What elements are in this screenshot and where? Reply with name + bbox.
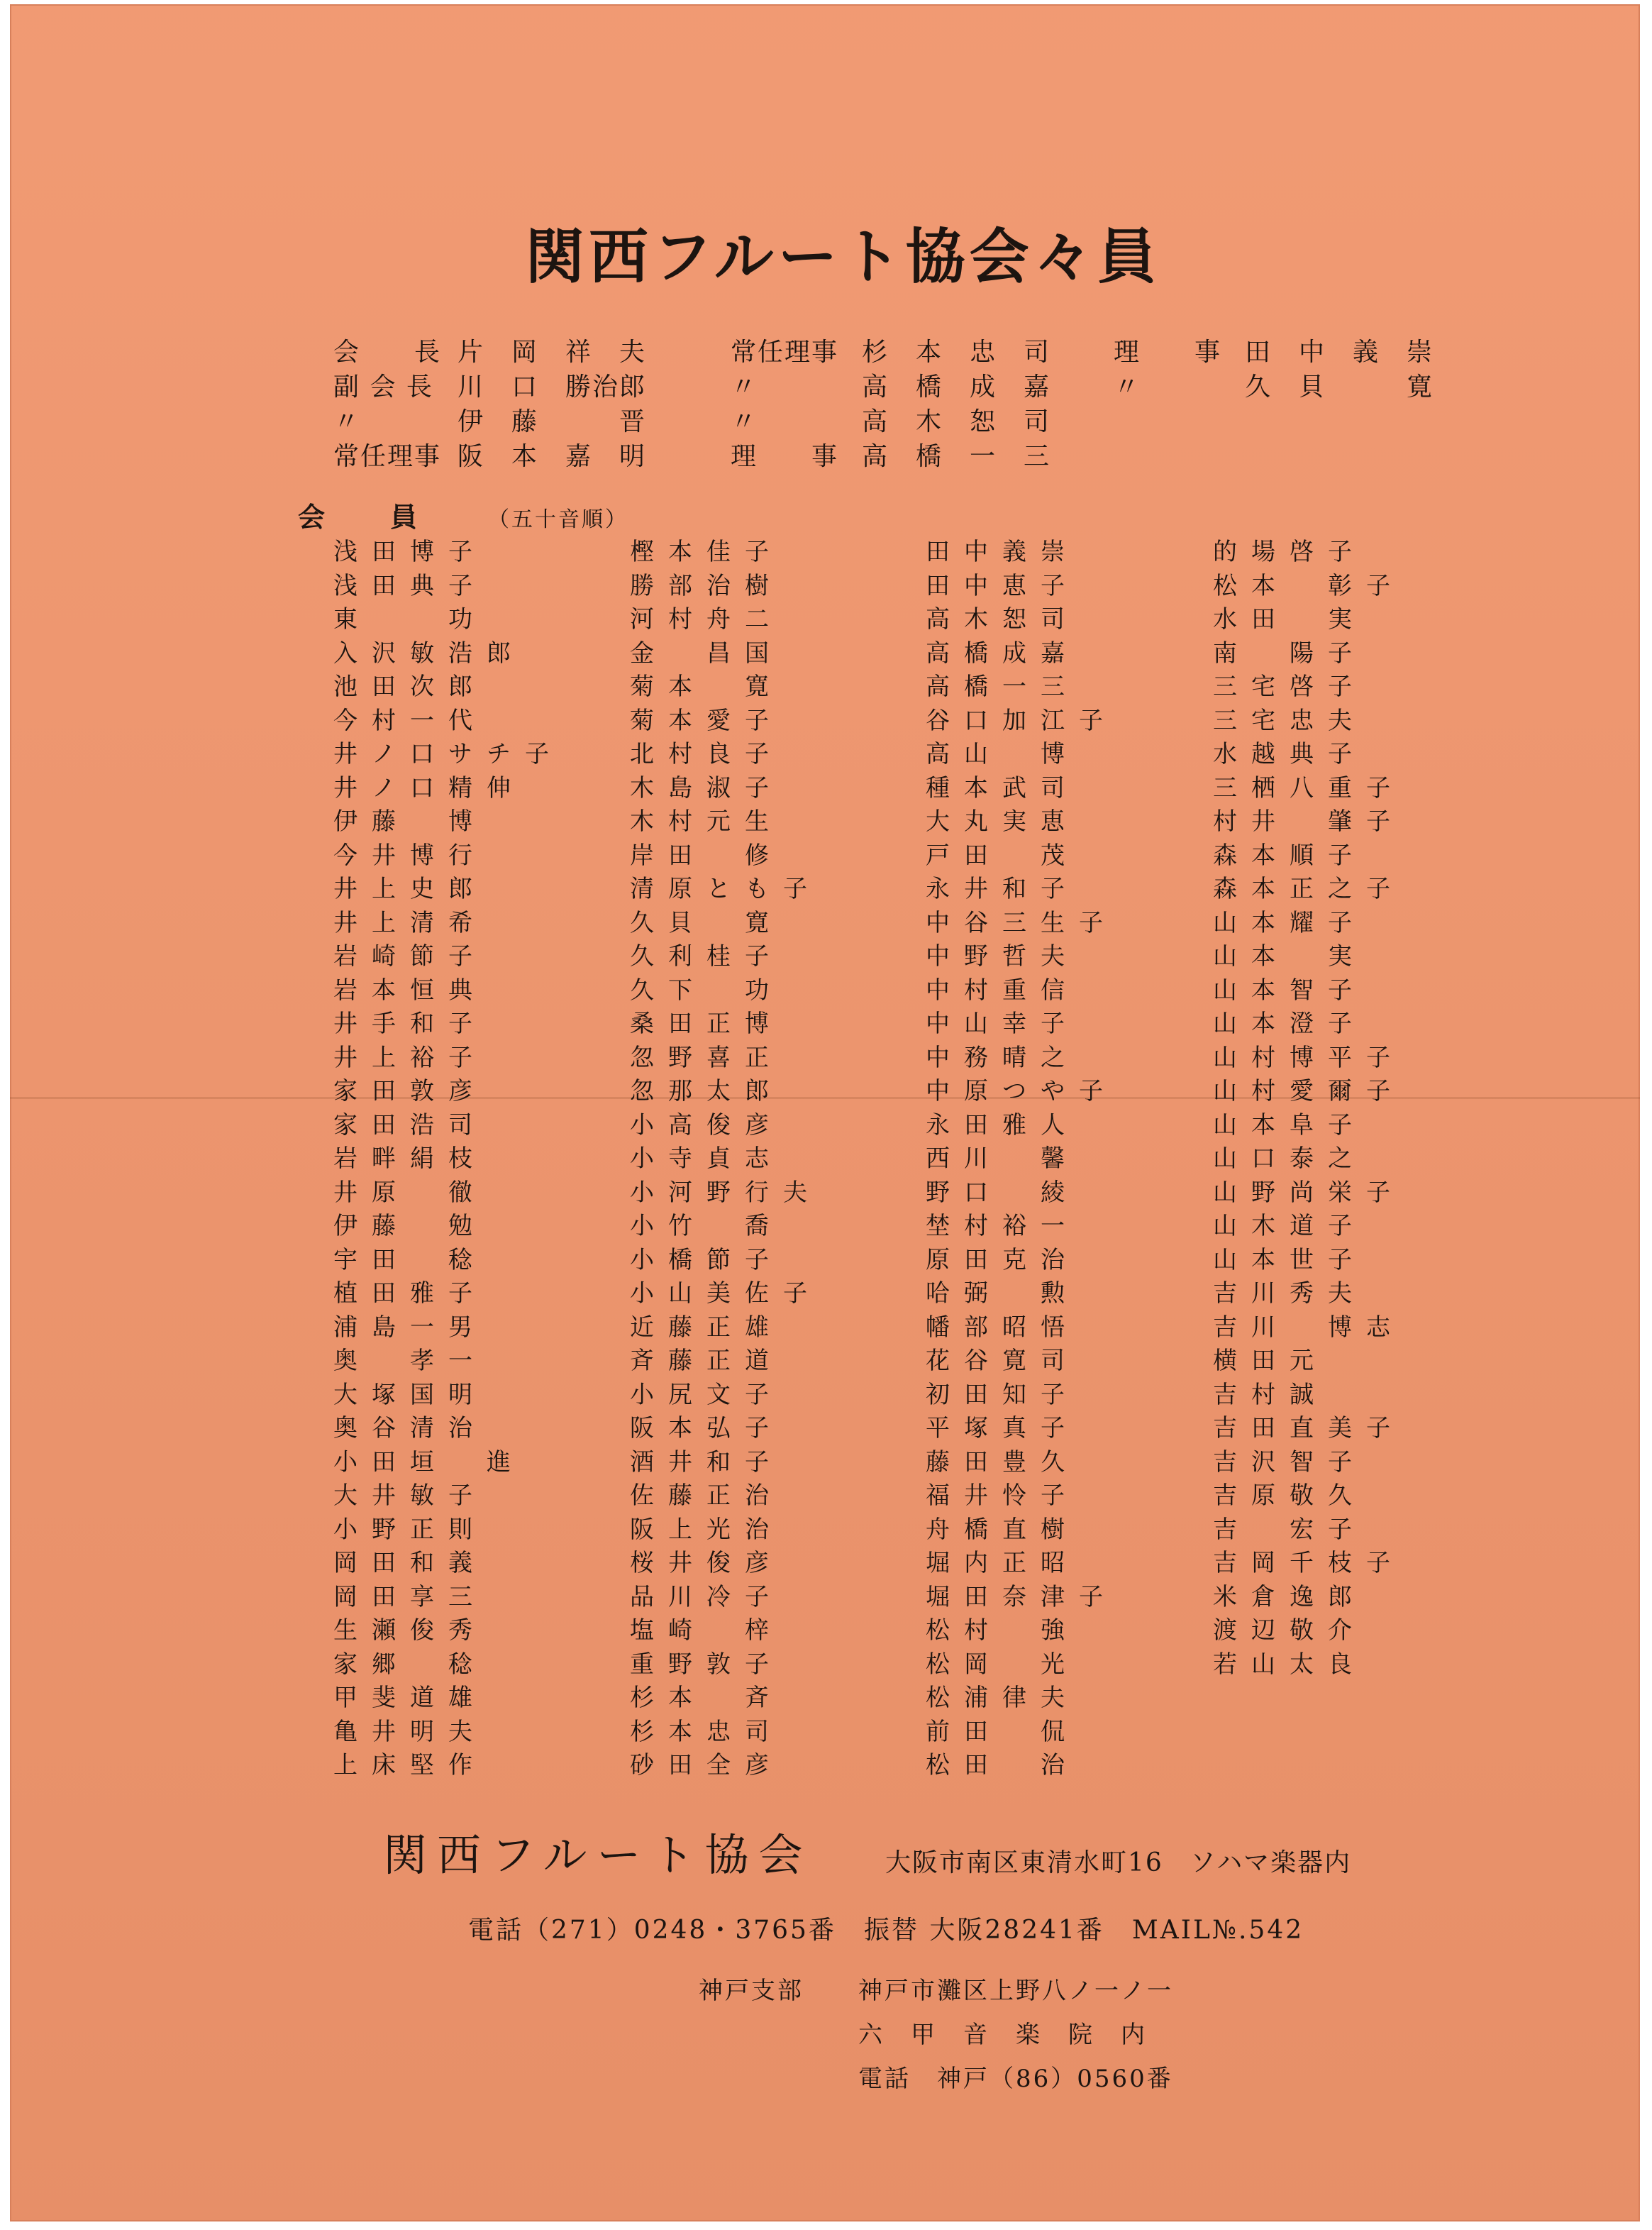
officer-title: 〃 — [1114, 372, 1141, 402]
officer-name: 高 橋 一 三 — [862, 442, 1051, 471]
member-name: 生瀬俊秀 — [333, 1616, 487, 1645]
member-name: 小高俊彦 — [630, 1110, 783, 1139]
member-name: 松浦律夫 — [926, 1684, 1079, 1712]
member-name: 佐藤正治 — [630, 1481, 783, 1510]
officer-name: 杉 本 忠 司 — [862, 338, 1051, 367]
member-name: 吉原敬久 — [1213, 1481, 1366, 1510]
officer-name: 片 岡 祥 夫 — [458, 338, 647, 367]
member-name: 小竹 喬 — [630, 1212, 783, 1240]
member-name: 中山幸子 — [926, 1010, 1079, 1038]
document-title: 関西フルート協会々員 — [525, 221, 1161, 292]
member-name: 堀田奈津子 — [926, 1582, 1117, 1611]
member-name: 前田 侃 — [926, 1717, 1079, 1746]
member-name: 河村舟二 — [630, 605, 783, 634]
member-name: 菊本愛子 — [630, 706, 783, 735]
member-name: 樫本佳子 — [630, 538, 783, 566]
member-name: 山木道子 — [1213, 1212, 1366, 1240]
member-name: 井上清希 — [333, 908, 487, 937]
member-name: 山口泰之 — [1213, 1144, 1366, 1173]
member-name: 松本 彰子 — [1213, 571, 1404, 600]
member-name: 忽那太郎 — [630, 1077, 783, 1105]
member-name: 桑田正博 — [630, 1010, 783, 1038]
member-name: 松村 強 — [926, 1616, 1079, 1645]
member-name: 吉岡千枝子 — [1213, 1549, 1404, 1577]
member-name: 永田雅人 — [926, 1110, 1079, 1139]
association-contact: 電話（271）0248・3765番 振替 大阪28241番 MAIL№.542 — [468, 1916, 1304, 1945]
member-name: 浦島一男 — [333, 1313, 487, 1342]
officer-name: 高 橋 成 嘉 — [862, 372, 1051, 402]
officer-title: 理 事 — [1114, 338, 1222, 367]
member-name: 岡田享三 — [333, 1582, 487, 1611]
member-name: 田中恵子 — [926, 571, 1079, 600]
officer-title: 副 会 長 — [333, 372, 433, 402]
members-column-2 — [630, 536, 821, 1783]
member-name: 今井博行 — [333, 841, 487, 870]
member-name: 渡辺敬介 — [1213, 1616, 1366, 1645]
association-name: 関西フルート協会 — [383, 1829, 813, 1881]
member-name: 野口 綾 — [926, 1178, 1079, 1207]
member-name: 舟橋直樹 — [926, 1515, 1079, 1544]
member-name: 植田雅子 — [333, 1279, 487, 1308]
member-name: 阪上光治 — [630, 1515, 783, 1544]
member-name: 甲斐道雄 — [333, 1684, 487, 1712]
member-name: 堀内正昭 — [926, 1549, 1079, 1577]
member-name: 小河野行夫 — [630, 1178, 821, 1207]
member-name: 松田 治 — [926, 1751, 1079, 1779]
branch-phone: 電話 神戸（86）0560番 — [858, 2065, 1173, 2093]
member-name: 井ノ口サチ子 — [333, 740, 563, 768]
member-name: 近藤正雄 — [630, 1313, 783, 1342]
member-name: 吉川秀夫 — [1213, 1279, 1366, 1308]
member-name: 初田知子 — [926, 1380, 1079, 1409]
member-name: 桜井俊彦 — [630, 1549, 783, 1577]
member-name: 忽野喜正 — [630, 1043, 783, 1072]
officer-title: 会 長 — [333, 338, 442, 367]
member-name: 浅田博子 — [333, 538, 487, 566]
branch-address: 神戸市灘区上野八ノ一ノ一 — [858, 1977, 1173, 2005]
member-name: 小山美佐子 — [630, 1279, 821, 1308]
member-name: 大塚国明 — [333, 1380, 487, 1409]
member-name: 岩本恒典 — [333, 976, 487, 1005]
member-name: 埜村裕一 — [926, 1212, 1079, 1240]
member-name: 小尻文子 — [630, 1380, 783, 1409]
member-name: 宇田 稔 — [333, 1245, 487, 1274]
member-name: 中谷三生子 — [926, 908, 1117, 937]
member-name: 小野正則 — [333, 1515, 487, 1544]
member-name: 亀井明夫 — [333, 1717, 487, 1746]
member-name: 花谷寛司 — [926, 1347, 1079, 1375]
member-name: 浅田典子 — [333, 571, 487, 600]
member-name: 山本阜子 — [1213, 1110, 1366, 1139]
member-name: 哈弼 勲 — [926, 1279, 1079, 1308]
members-label: 会員 — [298, 501, 483, 533]
branch-label: 神戸支部 — [699, 1977, 804, 2005]
member-name: 塩崎 梓 — [630, 1616, 783, 1645]
member-name: 幡部昭悟 — [926, 1313, 1079, 1342]
member-name: 阪本弘子 — [630, 1414, 783, 1442]
member-name: 高木恕司 — [926, 605, 1079, 634]
member-name: 入沢敏浩郎 — [333, 639, 525, 668]
member-name: 岩畔絹枝 — [333, 1144, 487, 1173]
member-name: 久下 功 — [630, 976, 783, 1005]
member-name: 清原とも子 — [630, 875, 821, 903]
member-name: 大丸実恵 — [926, 807, 1079, 836]
member-name: 岡田和義 — [333, 1549, 487, 1577]
member-name: 松岡 光 — [926, 1650, 1079, 1679]
member-name: 伊藤 博 — [333, 807, 487, 836]
member-name: 斉藤正道 — [630, 1347, 783, 1375]
member-name: 西川 馨 — [926, 1144, 1079, 1173]
member-name: 中原つや子 — [926, 1077, 1117, 1105]
member-name: 谷口加江子 — [926, 706, 1117, 735]
member-name: 北村良子 — [630, 740, 783, 768]
member-name: 奥 孝一 — [333, 1347, 487, 1375]
member-name: 高橋成嘉 — [926, 639, 1079, 668]
member-name: 森本正之子 — [1213, 875, 1404, 903]
member-name: 原田克治 — [926, 1245, 1079, 1274]
officer-name: 阪 本 嘉 明 — [458, 442, 647, 471]
member-name: 藤田豊久 — [926, 1447, 1079, 1476]
member-name: 酒井和子 — [630, 1447, 783, 1476]
members-order-note: （五十音順） — [488, 507, 629, 532]
member-name: 山本耀子 — [1213, 908, 1366, 937]
member-name: 田中義崇 — [926, 538, 1079, 566]
member-name: 久利桂子 — [630, 942, 783, 971]
member-name: 永井和子 — [926, 875, 1079, 903]
member-name: 杉本 斉 — [630, 1684, 783, 1712]
member-name: 三宅啓子 — [1213, 673, 1366, 701]
member-name: 品川冷子 — [630, 1582, 783, 1611]
members-column-3 — [926, 536, 1117, 1783]
member-name: 家郷 稔 — [333, 1650, 487, 1679]
member-name: 菊本 寛 — [630, 673, 783, 701]
officer-name: 田 中 義 崇 — [1245, 338, 1434, 367]
members-heading — [298, 495, 628, 534]
member-name: 福井怜子 — [926, 1481, 1079, 1510]
member-name: 横田元 — [1213, 1347, 1328, 1375]
member-name: 木島淑子 — [630, 773, 783, 802]
member-name: 種本武司 — [926, 773, 1079, 802]
member-name: 家田敦彦 — [333, 1077, 487, 1105]
member-name: 金 昌国 — [630, 639, 783, 668]
officer-title: 常任理事 — [731, 338, 839, 367]
officer-title: 〃 — [731, 407, 758, 436]
officer-title: 〃 — [333, 407, 361, 436]
member-name: 吉 宏子 — [1213, 1515, 1366, 1544]
member-name: 久貝 寛 — [630, 908, 783, 937]
member-name: 水田 実 — [1213, 605, 1366, 634]
branch-venue: 六 甲 音 楽 院 内 — [858, 2021, 1147, 2049]
member-name: 山本智子 — [1213, 976, 1366, 1005]
member-name: 東 功 — [333, 605, 487, 634]
association-address: 大阪市南区東清水町16 ソハマ楽器内 — [885, 1848, 1352, 1877]
member-name: 井ノ口精伸 — [333, 773, 525, 802]
member-name: 高山 博 — [926, 740, 1079, 768]
member-name: 村井 肇子 — [1213, 807, 1404, 836]
member-name: 岸田 修 — [630, 841, 783, 870]
member-name: 南 陽子 — [1213, 639, 1366, 668]
member-name: 平塚真子 — [926, 1414, 1079, 1442]
member-name: 三栖八重子 — [1213, 773, 1404, 802]
member-name: 水越典子 — [1213, 740, 1366, 768]
member-name: 三宅忠夫 — [1213, 706, 1366, 735]
member-name: 山村博平子 — [1213, 1043, 1404, 1072]
officer-title: 〃 — [731, 372, 758, 402]
member-name: 山本 実 — [1213, 942, 1366, 971]
member-name: 高橋一三 — [926, 673, 1079, 701]
member-name: 井上史郎 — [333, 875, 487, 903]
member-name: 小橋節子 — [630, 1245, 783, 1274]
member-name: 山本澄子 — [1213, 1010, 1366, 1038]
member-name: 山野尚栄子 — [1213, 1178, 1404, 1207]
member-name: 中村重信 — [926, 976, 1079, 1005]
member-name: 中務晴之 — [926, 1043, 1079, 1072]
member-name: 砂田全彦 — [630, 1751, 783, 1779]
member-name: 奥谷清治 — [333, 1414, 487, 1442]
officer-name: 伊 藤 晋 — [458, 407, 647, 436]
member-name: 若山太良 — [1213, 1650, 1366, 1679]
member-name: 井上裕子 — [333, 1043, 487, 1072]
officer-name: 久 貝 寛 — [1245, 372, 1434, 402]
member-name: 山村愛爾子 — [1213, 1077, 1404, 1105]
members-column-1 — [333, 536, 563, 1783]
member-name: 森本順子 — [1213, 841, 1366, 870]
member-name: 吉沢智子 — [1213, 1447, 1366, 1476]
member-name: 池田次郎 — [333, 673, 487, 701]
officer-title: 常任理事 — [333, 442, 442, 471]
member-name: 重野敦子 — [630, 1650, 783, 1679]
member-name: 吉村誠 — [1213, 1380, 1328, 1409]
member-name: 勝部治樹 — [630, 571, 783, 600]
officer-name: 高 木 恕 司 — [862, 407, 1051, 436]
member-name: 家田浩司 — [333, 1110, 487, 1139]
member-name: 上床堅作 — [333, 1751, 487, 1779]
member-name: 小田垣 進 — [333, 1447, 525, 1476]
member-name: 今村一代 — [333, 706, 487, 735]
member-name: 山本世子 — [1213, 1245, 1366, 1274]
member-name: 小寺貞志 — [630, 1144, 783, 1173]
officer-title: 理 事 — [731, 442, 839, 471]
members-column-4 — [1213, 536, 1404, 1682]
member-name: 伊藤 勉 — [333, 1212, 487, 1240]
member-name: 戸田 茂 — [926, 841, 1079, 870]
officer-name: 川 口 勝治郎 — [458, 372, 647, 402]
member-name: 井手和子 — [333, 1010, 487, 1038]
member-name: 米倉逸郎 — [1213, 1582, 1366, 1611]
member-name: 杉本忠司 — [630, 1717, 783, 1746]
member-name: 木村元生 — [630, 807, 783, 836]
member-name: 井原 徹 — [333, 1178, 487, 1207]
member-name: 的場啓子 — [1213, 538, 1366, 566]
member-name: 吉川 博志 — [1213, 1313, 1404, 1342]
member-name: 大井敏子 — [333, 1481, 487, 1510]
member-name: 中野哲夫 — [926, 942, 1079, 971]
member-name: 岩崎節子 — [333, 942, 487, 971]
member-name: 吉田直美子 — [1213, 1414, 1404, 1442]
